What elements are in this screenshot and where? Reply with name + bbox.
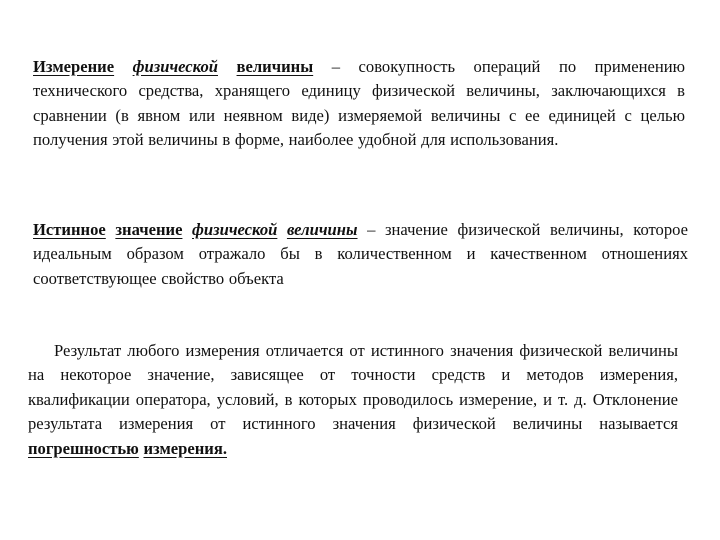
term-true: Истинное: [33, 220, 106, 239]
definition-measurement: [33, 55, 685, 153]
term-error-measurement: измерения.: [143, 438, 227, 458]
definition-measurement-text: – совокупность операций по применению технического средства, хранящего единицу физической величины, заключающихся в сравнении (в явном или неявном виде) измеряемой величины с ее единицей с целью получения этой величины в форме, наиболее удобной для использования.: [33, 57, 685, 150]
paragraph-measurement-error: [28, 339, 678, 461]
term-physical: физической: [132, 57, 218, 76]
definition-true-value: [33, 218, 688, 291]
term-error: погрешностью: [28, 438, 139, 458]
term-measurement: Измерение: [33, 57, 115, 76]
term-quantity: величины: [236, 57, 314, 76]
definition-true-value-text: – значение физической величины, которое идеальным образом отражало бы в количественном и качественном отношениях соответствующее свойство объекта: [33, 220, 689, 288]
term-value: значение: [115, 220, 183, 239]
term-physical: физической: [192, 220, 278, 239]
term-quantity: величины: [286, 220, 358, 239]
paragraph-measurement-error-text: Результат любого измерения отличается от истинного значения физической величины на некоторое значение, зависящее от точности средств и методов измерения, квалификации оператора, условий, в которых проводилось измерение, и т. д. Отклонение результата измерения от истинного значения физической величины называется: [28, 341, 678, 434]
